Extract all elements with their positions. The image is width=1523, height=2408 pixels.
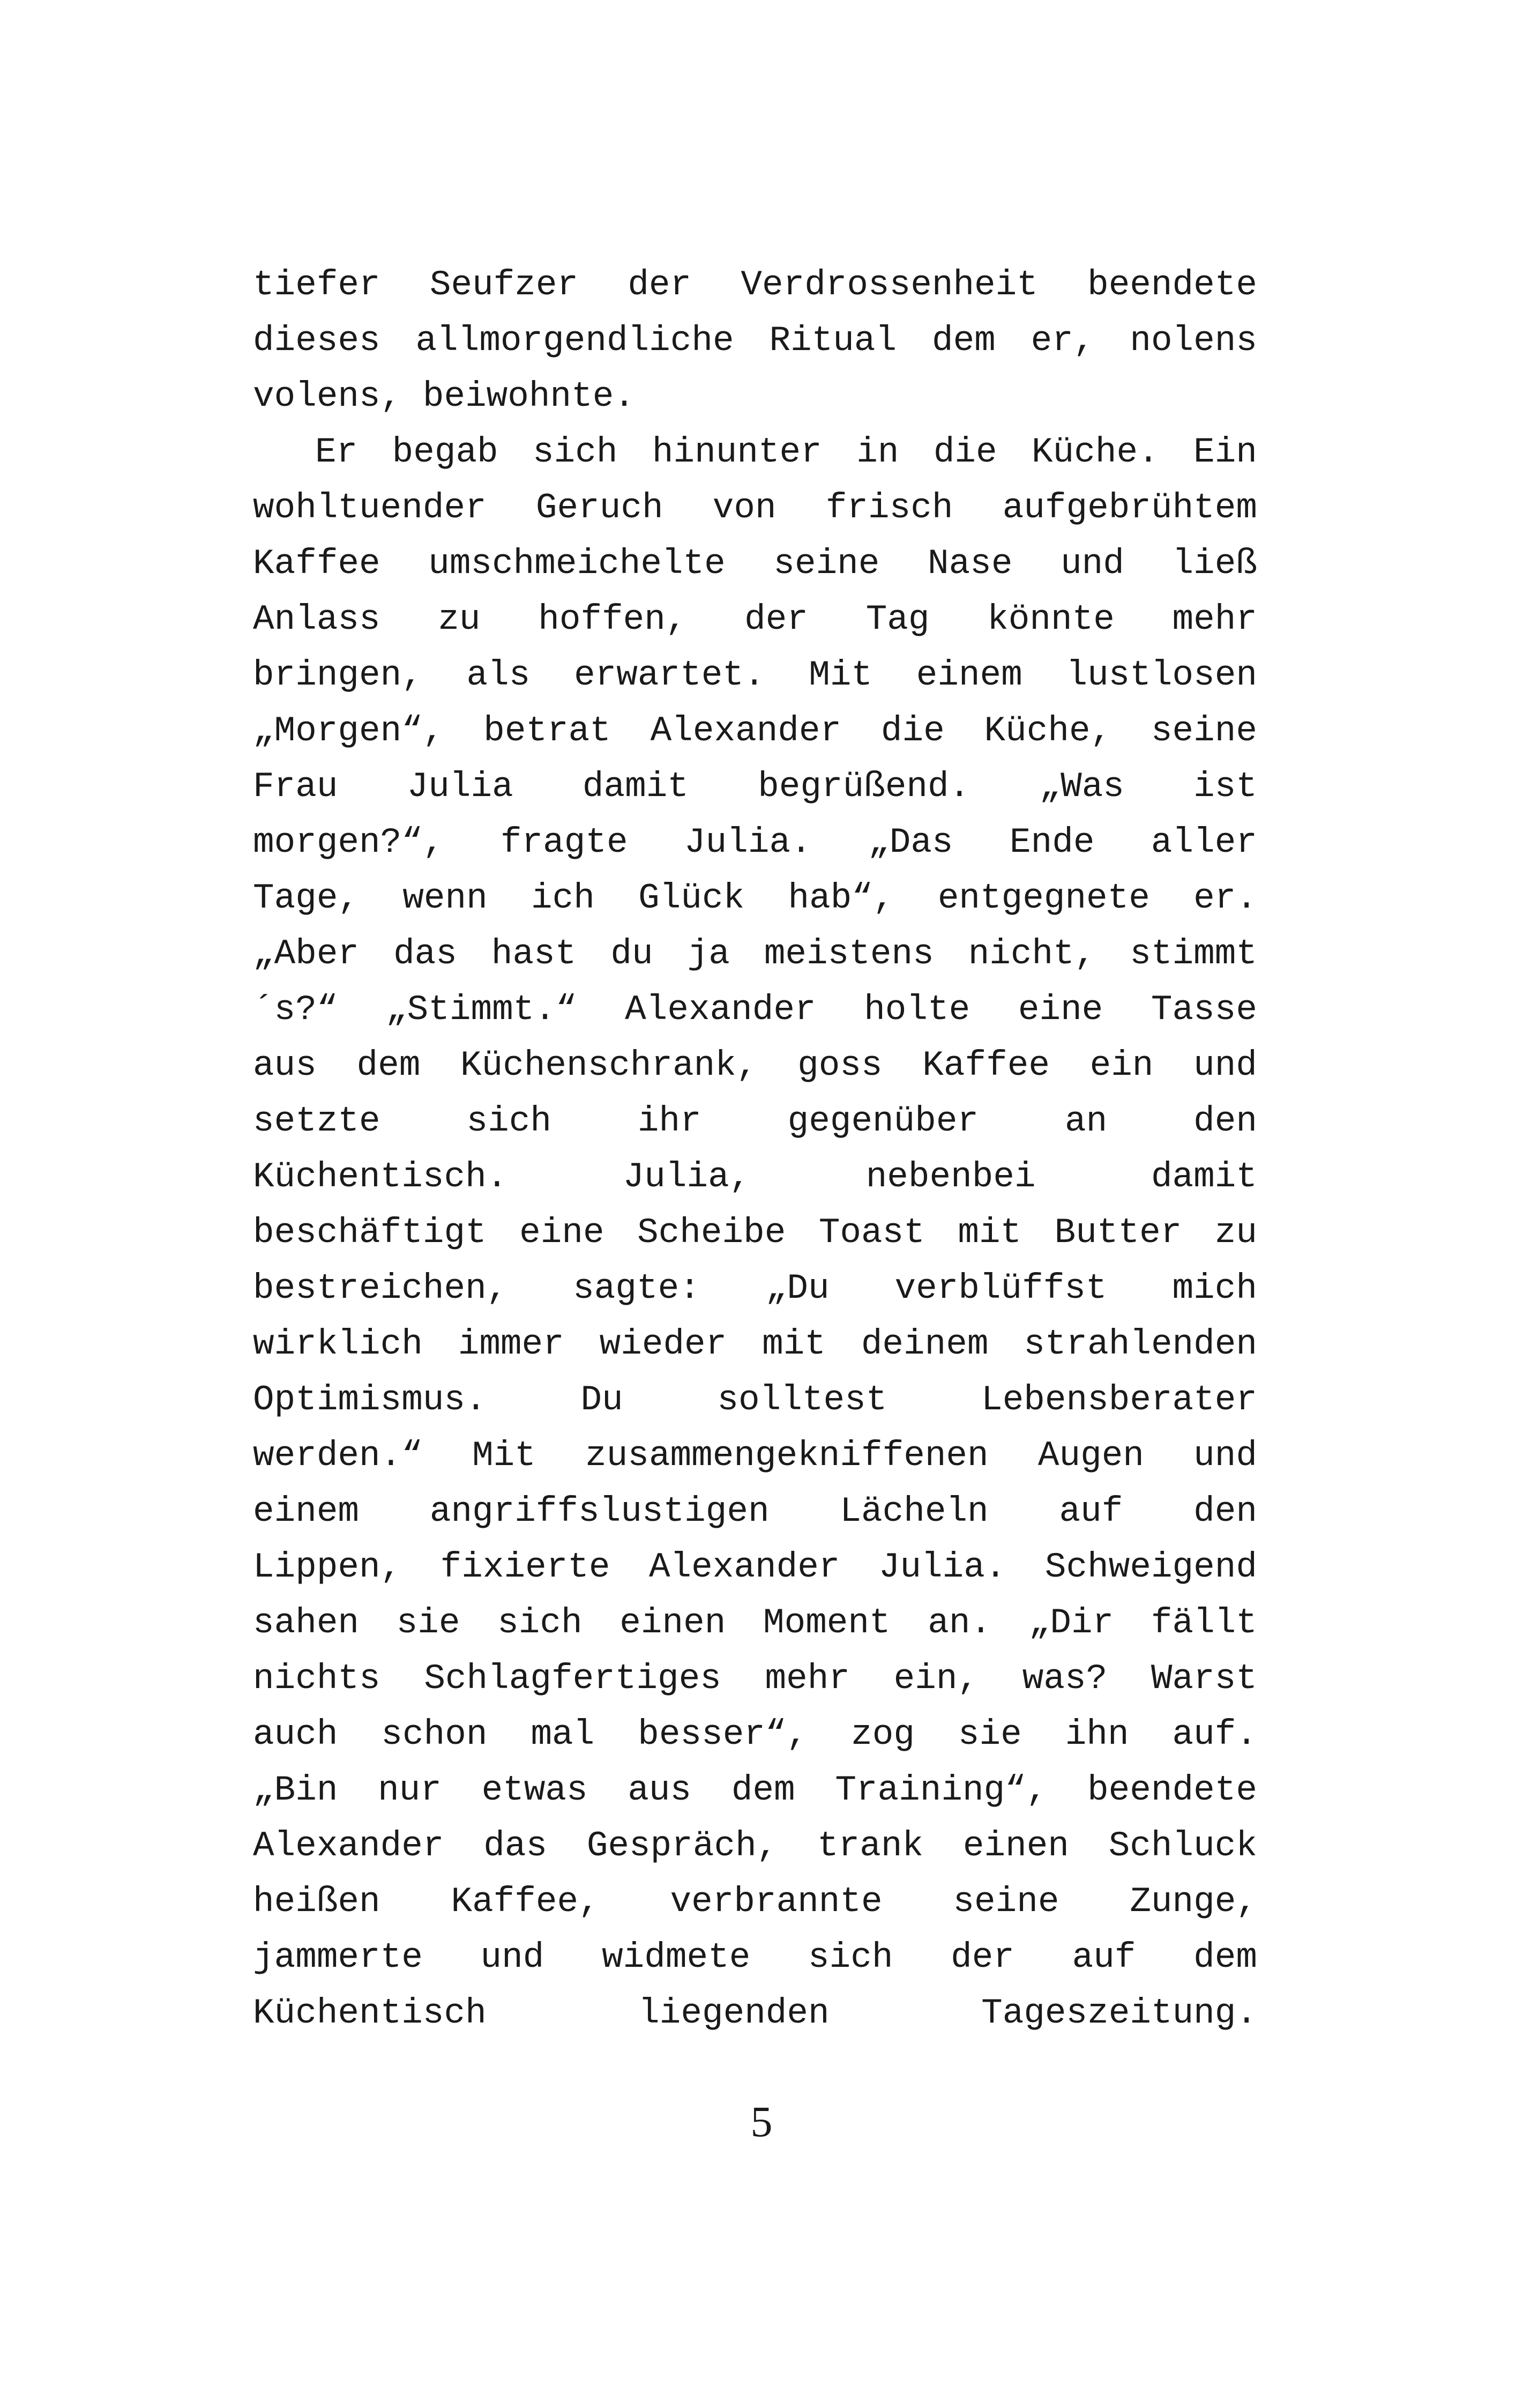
word: ein (1089, 1045, 1154, 1086)
text-line (253, 648, 1257, 703)
text-line (253, 313, 1257, 369)
word: ein, (893, 1659, 979, 1699)
word: Glück (638, 878, 745, 918)
word: zog (851, 1714, 915, 1755)
word: jammerte (253, 1937, 423, 1978)
text-line (253, 1038, 1257, 1094)
word: der (628, 265, 692, 305)
word: meistens (764, 934, 934, 974)
word: Küchentisch (253, 1993, 487, 2033)
word: hab“, (788, 878, 894, 918)
word: bestreichen, (253, 1268, 508, 1309)
word: wohltuender (253, 488, 487, 528)
word: holte (864, 990, 970, 1030)
text-line (253, 982, 1257, 1038)
text-line (253, 1651, 1257, 1707)
word: sich (533, 432, 618, 472)
word: einem (916, 655, 1022, 695)
text-line (253, 536, 1257, 592)
word: fällt (1151, 1603, 1257, 1643)
word: dem (1193, 1937, 1257, 1978)
word: Mit (472, 1436, 536, 1476)
text-line (253, 703, 1257, 759)
word: Ritual (769, 321, 897, 361)
word: Anlass (253, 599, 380, 640)
word: bringen, (253, 655, 423, 695)
word: er, (1031, 321, 1095, 361)
word: könnte (987, 599, 1115, 640)
word: an (1065, 1101, 1108, 1141)
word: mit (762, 1324, 826, 1364)
word: ist (1193, 767, 1257, 807)
word: Er (315, 432, 358, 472)
word: Scheibe (637, 1213, 786, 1253)
word: Zunge, (1130, 1882, 1257, 1922)
word: auf (1059, 1491, 1123, 1532)
word: sich (808, 1937, 893, 1978)
text-line (253, 1317, 1257, 1372)
word: Kaffee, (451, 1882, 600, 1922)
word: Ein (1193, 432, 1257, 472)
text-line (253, 480, 1257, 536)
word: Schlagfertiges (424, 1659, 721, 1699)
word: als (466, 655, 531, 695)
word: Kaffee (922, 1045, 1050, 1086)
word: solltest (717, 1380, 887, 1420)
word: seine (1151, 711, 1257, 751)
word: etwas (481, 1770, 588, 1810)
word: Butter (1054, 1213, 1182, 1253)
word: und (1193, 1045, 1257, 1086)
word: aufgebrühtem (1002, 488, 1257, 528)
word: Moment (763, 1603, 891, 1643)
word: Tag (865, 599, 930, 640)
word: Lächeln (840, 1491, 989, 1532)
word: aus (628, 1770, 692, 1810)
word: zu (1214, 1213, 1257, 1253)
word: eine (519, 1213, 604, 1253)
word: was? (1022, 1659, 1108, 1699)
word: „Stimmt.“ (386, 990, 577, 1030)
word: seine (773, 544, 880, 584)
word: und (480, 1937, 544, 1978)
word: Optimismus. (253, 1380, 487, 1420)
word: zu (438, 599, 481, 640)
word: verblüffst (894, 1268, 1107, 1309)
word: ließ (1172, 544, 1257, 584)
word: verbrannte (670, 1882, 883, 1922)
word: du (610, 934, 653, 974)
word: dem (731, 1770, 795, 1810)
word: mit (958, 1213, 1022, 1253)
word: Alexander (253, 1826, 444, 1866)
word: ja (687, 934, 730, 974)
word: Alexander (625, 990, 816, 1030)
word: auf. (1172, 1714, 1257, 1755)
text-line (253, 815, 1257, 871)
word: aller (1151, 822, 1257, 863)
word: dieses (253, 321, 380, 361)
text-line (253, 1484, 1257, 1540)
word: lustlosen (1066, 655, 1257, 695)
word: widmete (602, 1937, 751, 1978)
word: auch (253, 1714, 338, 1755)
word: „Das (868, 822, 953, 863)
word: von (712, 488, 777, 528)
text-line (253, 1986, 1257, 2041)
word: sich (497, 1603, 583, 1643)
word: Nase (928, 544, 1013, 584)
word: Tasse (1151, 990, 1257, 1030)
text-line (253, 871, 1257, 926)
word: das (393, 934, 457, 974)
word: Lebensberater (981, 1380, 1257, 1420)
word: aus (253, 1045, 317, 1086)
word: liegenden (638, 1993, 830, 2033)
word: Ende (1010, 822, 1095, 863)
word: „Was (1039, 767, 1124, 807)
word: Julia. (878, 1547, 1006, 1587)
text-line (253, 1707, 1257, 1763)
word: Alexander (650, 711, 842, 751)
word: wenn (402, 878, 488, 918)
word: Tage, (253, 878, 360, 918)
text-line (253, 1763, 1257, 1818)
text-line (253, 926, 1257, 982)
text-line (253, 1595, 1257, 1651)
text-line (253, 1874, 1257, 1930)
text-line: volens, beiwohnte. (253, 376, 635, 417)
text-line (253, 1540, 1257, 1595)
word: setzte (253, 1101, 380, 1141)
word: ich (531, 878, 595, 918)
word: Julia. (684, 822, 812, 863)
word: gegenüber (787, 1101, 979, 1141)
word: ihn (1065, 1714, 1129, 1755)
word: fixierte (440, 1547, 610, 1587)
text-line (253, 1930, 1257, 1986)
word: mehr (765, 1659, 850, 1699)
body-text (253, 257, 1257, 2041)
word: wieder (599, 1324, 727, 1364)
word: sagte: (573, 1268, 700, 1309)
text-line (253, 1149, 1257, 1205)
word: Gespräch, (586, 1826, 778, 1866)
word: Geruch (535, 488, 663, 528)
word: sie (958, 1714, 1022, 1755)
page-number: 5 (750, 2097, 773, 2146)
word: nolens (1130, 321, 1257, 361)
word: Schweigend (1044, 1547, 1257, 1587)
word: goss (797, 1045, 883, 1086)
word: Warst (1151, 1659, 1257, 1699)
word: Kaffee (253, 544, 380, 584)
word: begrüßend. (758, 767, 970, 807)
text-line (253, 759, 1257, 815)
word: in (856, 432, 899, 472)
word: allmorgendliche (415, 321, 734, 361)
word: schon (381, 1714, 488, 1755)
text-line (253, 1372, 1257, 1428)
text-line (253, 1261, 1257, 1317)
word: Küchenschrank, (460, 1045, 758, 1086)
word: an. (928, 1603, 992, 1643)
word: tiefer (253, 265, 380, 305)
text-line (253, 592, 1257, 648)
word: das (483, 1826, 548, 1866)
word: Toast (818, 1213, 925, 1253)
word: hoffen, (538, 599, 687, 640)
word: strahlenden (1024, 1324, 1257, 1364)
word: stimmt (1130, 934, 1257, 974)
word: Seufzer (429, 265, 579, 305)
word: „Du (765, 1268, 830, 1309)
word: und (1193, 1436, 1257, 1476)
word: Lippen, (253, 1547, 402, 1587)
word: „Bin (253, 1770, 338, 1810)
word: ´s?“ (253, 990, 338, 1030)
word: umschmeichelte (428, 544, 726, 584)
word: sahen (253, 1603, 360, 1643)
word: Tageszeitung. (981, 1993, 1257, 2033)
word: heißen (253, 1882, 380, 1922)
word: betrat (483, 711, 611, 751)
word: einem (253, 1491, 360, 1532)
word: einen (962, 1826, 1069, 1866)
text-line (253, 1818, 1257, 1874)
word: sich (466, 1101, 551, 1141)
word: den (1193, 1491, 1257, 1532)
word: beschäftigt (253, 1213, 487, 1253)
word: der (744, 599, 808, 640)
word: wirklich (253, 1324, 423, 1364)
word: mich (1172, 1268, 1257, 1309)
text-line (253, 1428, 1257, 1484)
word: Küche, (984, 711, 1112, 751)
word: Alexander (648, 1547, 840, 1587)
word: beendete (1087, 1770, 1257, 1810)
word: die (933, 432, 997, 472)
word: damit (582, 767, 689, 807)
word: fragte (500, 822, 628, 863)
word: nichts (253, 1659, 380, 1699)
word: Julia (407, 767, 513, 807)
word: hinunter (652, 432, 822, 472)
word: nicht, (968, 934, 1096, 974)
word: hast (491, 934, 577, 974)
word: entgegnete (937, 878, 1150, 918)
word: erwartet. (574, 655, 765, 695)
word: Küchentisch. (253, 1157, 508, 1197)
word: einen (619, 1603, 726, 1643)
word: deinem (861, 1324, 989, 1364)
word: mal (531, 1714, 595, 1755)
word: er. (1193, 878, 1257, 918)
word: „Morgen“, (253, 711, 444, 751)
word: morgen?“, (253, 822, 444, 863)
word: dem (931, 321, 996, 361)
word: werden.“ (253, 1436, 423, 1476)
word: trank (817, 1826, 924, 1866)
word: nebenbei (865, 1157, 1036, 1197)
word: Julia, (623, 1157, 751, 1197)
word: Augen (1037, 1436, 1144, 1476)
word: frisch (825, 488, 953, 528)
word: mehr (1172, 599, 1257, 640)
word: eine (1018, 990, 1103, 1030)
word: und (1061, 544, 1124, 584)
word: den (1193, 1101, 1257, 1141)
word: die (880, 711, 945, 751)
word: sie (396, 1603, 460, 1643)
word: der (951, 1937, 1014, 1978)
word: seine (953, 1882, 1059, 1922)
word: Küche. (1032, 432, 1159, 472)
word: Training“, (835, 1770, 1048, 1810)
word: immer (458, 1324, 564, 1364)
word: auf (1072, 1937, 1136, 1978)
word: begab (392, 432, 498, 472)
word: nur (378, 1770, 442, 1810)
text-line (253, 425, 1257, 480)
word: besser“, (638, 1714, 808, 1755)
word: Frau (253, 767, 338, 807)
word: zusammengekniffenen (585, 1436, 989, 1476)
word: Verdrossenheit (741, 265, 1038, 305)
word: damit (1151, 1157, 1257, 1197)
text-line (253, 1205, 1257, 1261)
word: beendete (1087, 265, 1257, 305)
word: angriffslustigen (429, 1491, 770, 1532)
word: Du (580, 1380, 623, 1420)
word: dem (356, 1045, 421, 1086)
word: Schluck (1108, 1826, 1257, 1866)
word: ihr (637, 1101, 701, 1141)
word: „Aber (253, 934, 360, 974)
text-line (253, 257, 1257, 313)
word: „Dir (1028, 1603, 1114, 1643)
word: Mit (809, 655, 873, 695)
text-line (253, 1094, 1257, 1149)
